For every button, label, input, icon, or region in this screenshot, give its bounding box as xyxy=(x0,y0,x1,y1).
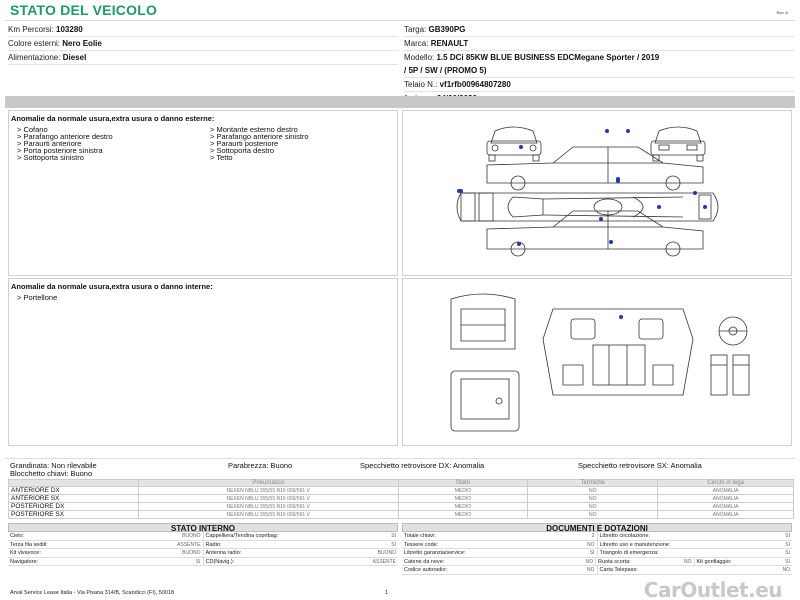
colore-label: Colore esterni: xyxy=(8,39,61,48)
internal-damage-panel xyxy=(8,278,398,446)
damage-item: > Parafango anteriore destro xyxy=(17,132,113,141)
table-row: ANTERIORE DX NEXEN NBLU 205/55 R16 000/091 V MEDIO NO ANOMALIA xyxy=(9,487,794,495)
list-item: Navigatore: SI CD(Navig.): ASSENTE xyxy=(10,558,396,565)
list-item: Kit vivavoce: BUONO Antenna radio: BUONO xyxy=(10,550,396,556)
km-value: 103280 xyxy=(56,25,83,34)
list-item: Totale chiavi: 2 Libretto circolazione: SI xyxy=(404,533,790,539)
stato-interno-section xyxy=(8,523,398,566)
tyre-header-blank xyxy=(9,480,139,487)
grandinata-text: Grandinata: Non rilevabile xyxy=(10,461,97,470)
blocchetto-text: Blocchetto chiavi: Buono xyxy=(10,469,93,478)
vehicle-info-right xyxy=(404,23,794,105)
parabrezza-text: Parabrezza: Buono xyxy=(228,461,293,470)
targa-value: GB390PG xyxy=(428,25,466,34)
external-damage-list-right xyxy=(210,126,309,161)
table-row: POSTERIORE SX NEXEN NBLU 205/55 R16 000/091 V MEDIO NO ANOMALIA xyxy=(9,511,794,519)
info-row-targa xyxy=(404,23,794,36)
modello-label: Modello: xyxy=(404,53,435,62)
tyre-header-cerchi: Cerchi in lega xyxy=(658,480,794,487)
marca-label: Marca: xyxy=(404,39,429,48)
colore-value: Nero Eolie xyxy=(62,39,102,48)
vehicle-info-left xyxy=(8,23,398,65)
car-interior-icon xyxy=(403,279,791,445)
footer-page-number: 1 xyxy=(385,590,389,596)
list-item: Terza fila sedili: ASSENTE Radio: SI xyxy=(10,541,396,548)
info-row-modello-2 xyxy=(404,64,794,77)
internal-damage-title: Anomalie da normale usura,extra usura o danno interne: xyxy=(11,282,213,291)
targa-label: Targa: xyxy=(404,25,427,34)
damage-item: > Porta posteriore sinistra xyxy=(17,146,103,155)
telaio-label: Telaio N.: xyxy=(404,80,438,89)
info-row-modello xyxy=(404,51,794,64)
watermark-logo: CarOutlet.eu xyxy=(643,578,782,600)
alimentazione-label: Alimentazione: xyxy=(8,53,61,62)
modello-value: 1.5 DCi 85KW BLUE BUSINESS EDCMegane Sporter / 2019 xyxy=(436,53,660,62)
info-row-colore xyxy=(8,37,398,50)
internal-damage-list xyxy=(17,294,57,301)
page-title: STATO DEL VEICOLO xyxy=(10,2,158,18)
damage-item: > Tetto xyxy=(210,153,233,162)
external-damage-panel xyxy=(8,110,398,276)
list-item: Cielo: BUONO Cappelliera/Tendina copribag: SI xyxy=(10,533,396,539)
external-car-diagram xyxy=(402,110,792,276)
documenti-section xyxy=(402,523,792,575)
marca-value: RENAULT xyxy=(430,39,469,48)
tyre-header-termiche: Termiche xyxy=(528,480,658,487)
specchietto-dx-text: Specchietto retrovisore DX: Anomalia xyxy=(360,461,485,470)
internal-car-diagram xyxy=(402,278,792,446)
info-row-marca xyxy=(404,37,794,50)
damage-item: > Sottoporta destro xyxy=(210,146,274,155)
tyre-header-stato: Stato xyxy=(398,480,528,487)
tyre-header-pneumatico: Pneumatico xyxy=(138,480,398,487)
damage-item: > Sottoporta sinistro xyxy=(17,153,84,162)
car-exterior-icon xyxy=(403,111,791,275)
specchietto-sx-text: Specchietto retrovisore SX: Anomalia xyxy=(578,461,702,470)
external-damage-list-left xyxy=(17,126,113,161)
damage-item: > Parafango anteriore sinistro xyxy=(210,132,309,141)
info-row-km xyxy=(8,23,398,36)
table-row: ANTERIORE SX NEXEN NBLU 205/55 R16 000/091 V MEDIO NO ANOMALIA xyxy=(9,495,794,503)
info-row-telaio xyxy=(404,78,794,91)
list-item: Codice autoradio: NO Carta Telepass: NO xyxy=(404,567,790,573)
km-label: Km Percorsi: xyxy=(8,25,54,34)
list-item: Catene da neve: NO Ruota scorta: NO Kit gonfiaggio: SI xyxy=(404,558,790,565)
stato-interno-title: STATO INTERNO xyxy=(8,523,398,532)
documenti-title: DOCUMENTI E DOTAZIONI xyxy=(402,523,792,532)
external-damage-title: Anomalie da normale usura,extra usura o danno esterne: xyxy=(11,114,215,123)
info-row-alimentazione xyxy=(8,51,398,64)
list-item: Libretto garanzia/service: SI Triangolo di emergenza: SI xyxy=(404,550,790,556)
revision-label: Rev. A xyxy=(776,10,788,15)
telaio-value: vf1rfb00964807280 xyxy=(439,80,511,89)
damage-item: > Cofano xyxy=(17,125,48,134)
damage-item: > Paraurti anteriore xyxy=(17,139,82,148)
title-rule xyxy=(5,20,795,21)
damage-item: > Portellone xyxy=(17,293,58,302)
damage-item: > Montante esterno destro xyxy=(210,125,298,134)
alimentazione-value: Diesel xyxy=(62,53,87,62)
section-separator-bar xyxy=(5,96,795,108)
tyre-table xyxy=(8,479,794,519)
modello-value-2: / 5P / SW / (PROMO 5) xyxy=(404,66,487,75)
damage-item: > Paraurti posteriore xyxy=(210,139,279,148)
footer-company: Arval Service Lease Italia - Via Pisana 314/B, Scandicci (FI), 50018 xyxy=(10,590,175,596)
list-item: Tessere code: NO Libretto uso e manutenzione: SI xyxy=(404,541,790,548)
table-row: POSTERIORE DX NEXEN NBLU 205/55 R16 000/091 V MEDIO NO ANOMALIA xyxy=(9,503,794,511)
